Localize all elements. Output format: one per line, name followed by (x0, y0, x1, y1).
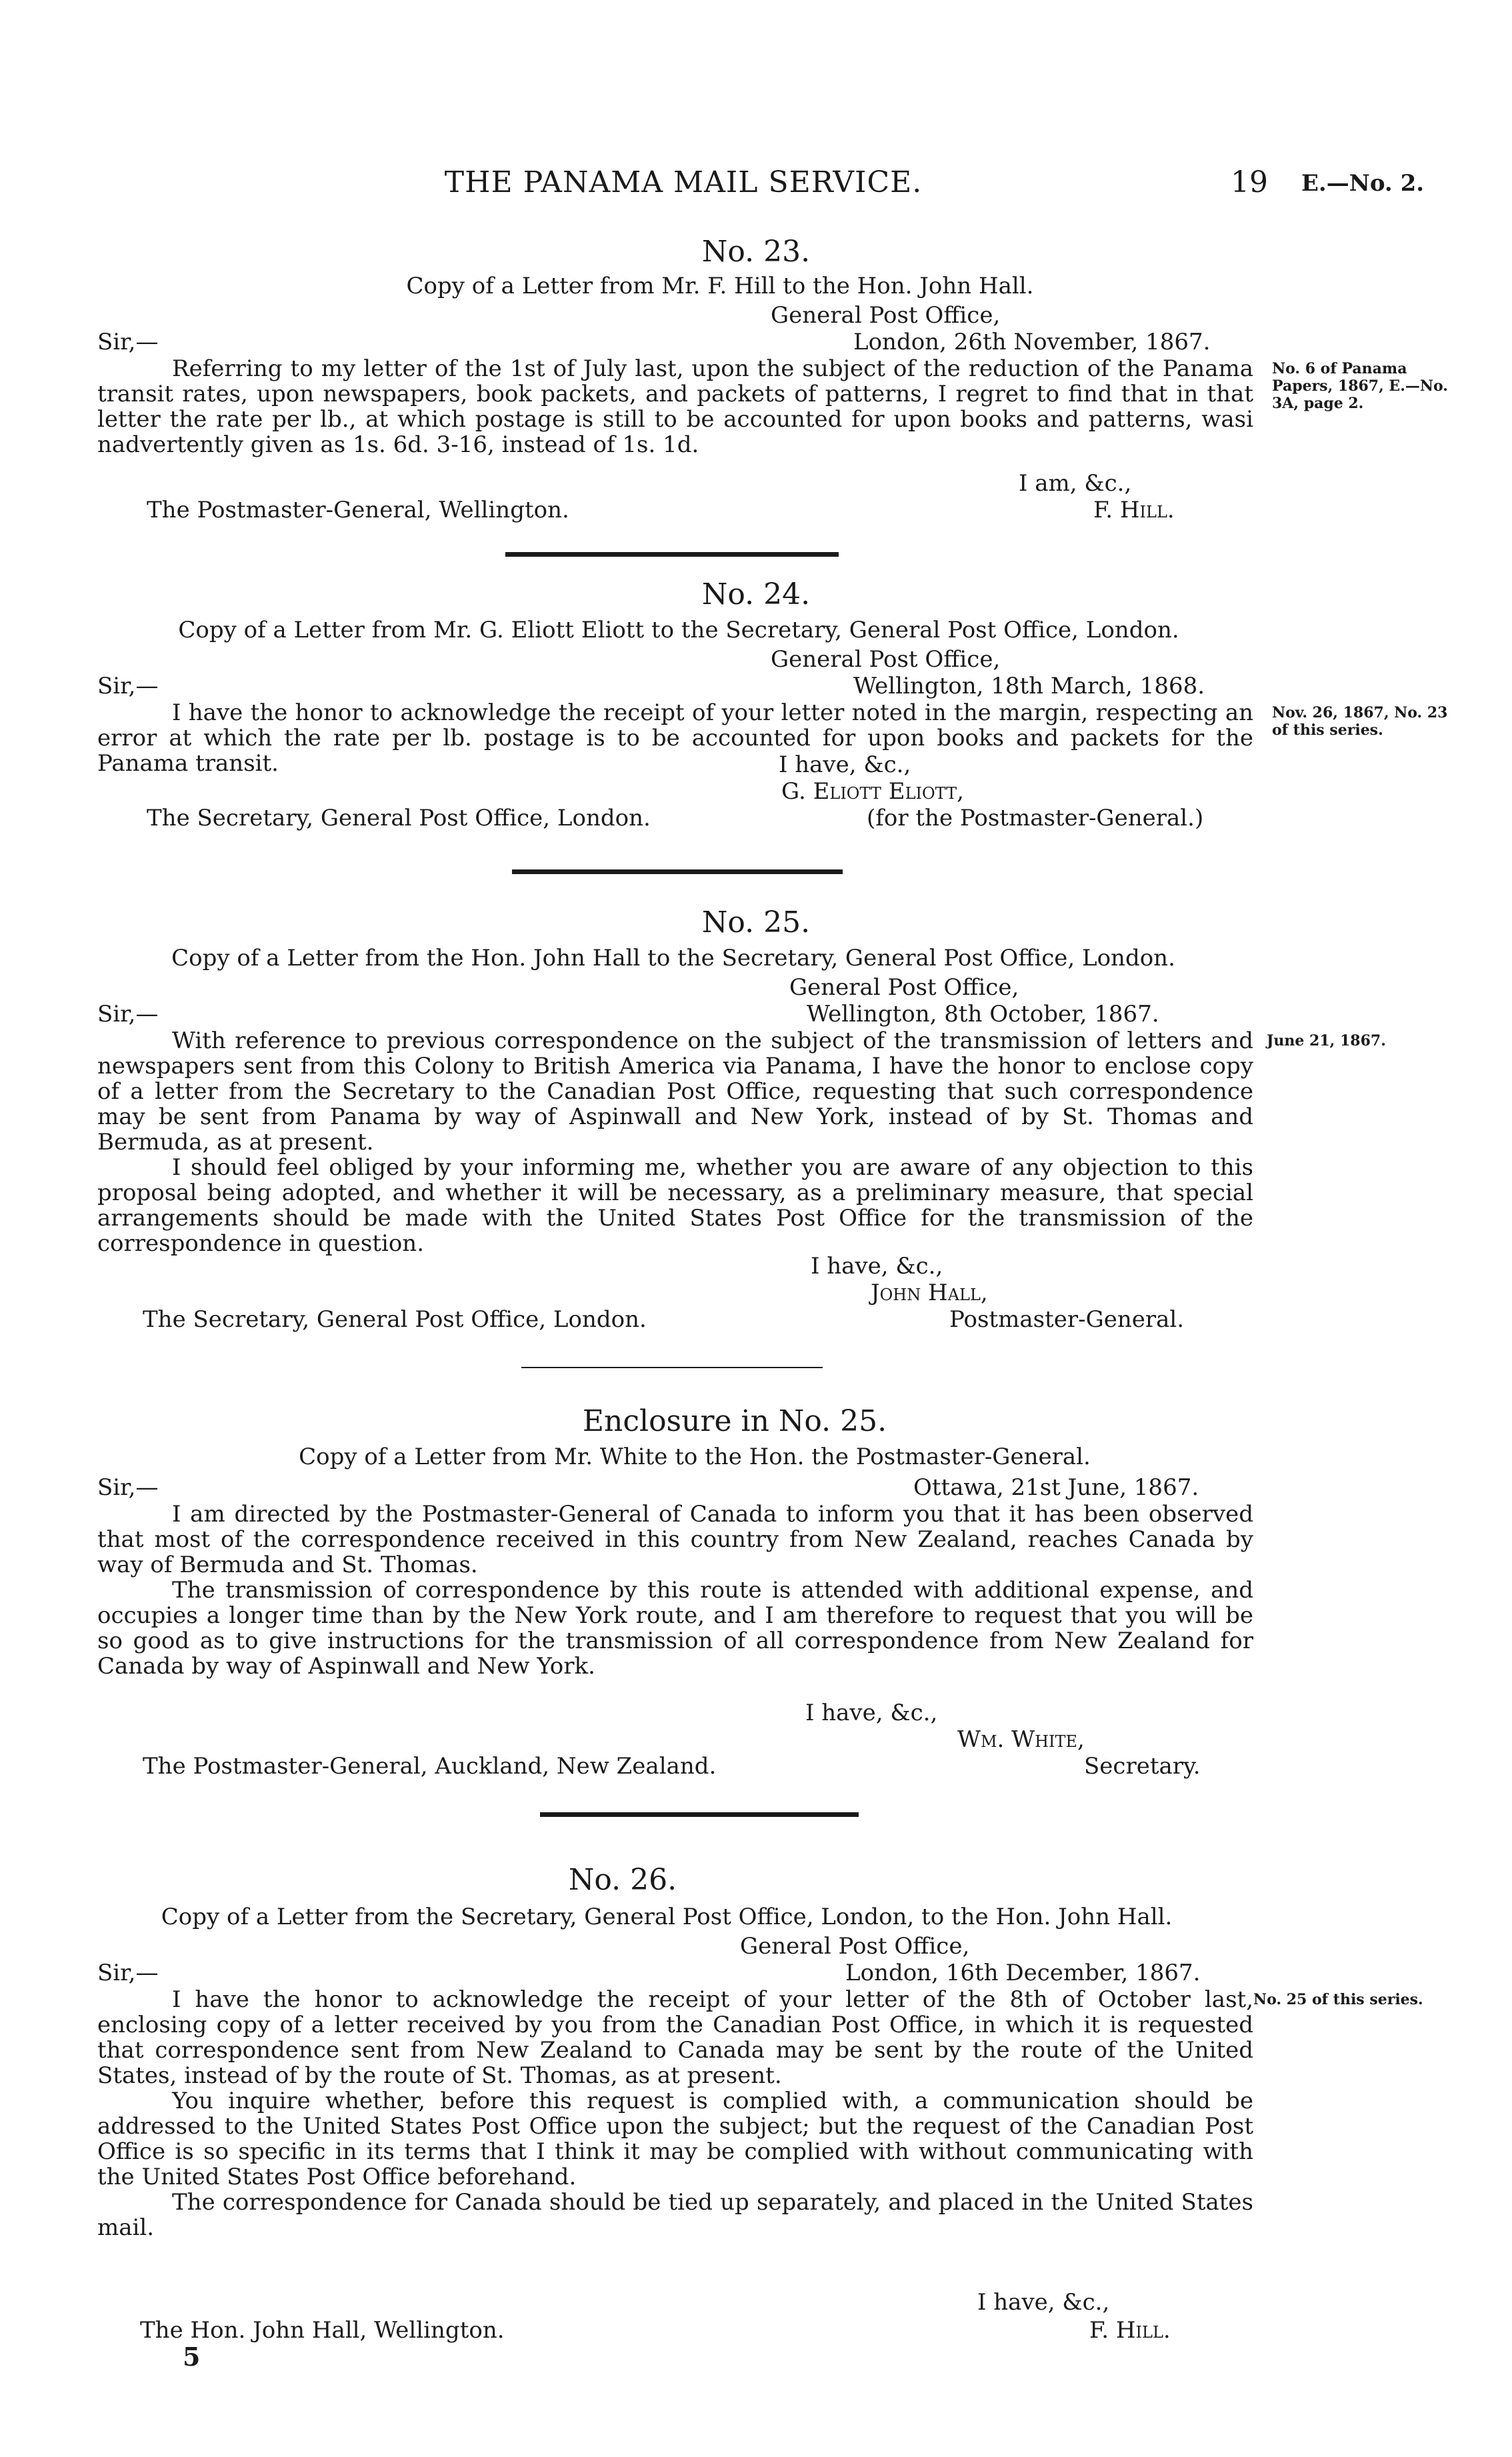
signature-title: Secretary. (1084, 1753, 1201, 1780)
margin-note: No. 25 of this series. (1253, 1991, 1423, 2008)
letter-subtitle: Copy of a Letter from Mr. F. Hill to the Hon. John Hall. (406, 273, 1034, 299)
salutation: Sir,— (97, 673, 159, 699)
letter-address: General Post Office, (771, 646, 1001, 673)
letter-body (97, 1502, 1253, 1679)
running-title: THE PANAMA MAIL SERVICE. (444, 165, 923, 199)
letter-recipient: The Secretary, General Post Office, London. (143, 1306, 647, 1333)
section-divider (540, 1812, 859, 1817)
letter-closing: I have, &c., (811, 1253, 943, 1280)
letter-date: Wellington, 18th March, 1868. (853, 673, 1205, 699)
paragraph: You inquire whether, before this request is complied with, a communication should be addressed to the United States Post Office upon the subject; but the request of the Canadian Post Office is so specific in its terms that I think it may be complied with without communicating with the United States Post Office beforehand. (97, 2088, 1253, 2190)
letter-signature: John Hall, (871, 1280, 988, 1306)
letter-body (97, 1028, 1253, 1256)
margin-note: No. 6 of Panama Papers, 1867, E.—No. 3A, page 2. (1272, 360, 1448, 412)
letter-signature: F. Hill. (1093, 497, 1175, 523)
letter-heading: Enclosure in No. 25. (582, 1404, 887, 1438)
letter-address: General Post Office, (771, 302, 1001, 329)
paragraph: Referring to my letter of the 1st of July last, upon the subject of the reduction of the Panama transit rates, upon newspapers, book packets, and packets of patterns, I regret to find that in that letter the rate per lb., at which postage is still to be accounted for upon books and patterns, wasi nadvertently given as 1s. 6d. 3-16, instead of 1s. 1d. (97, 355, 1253, 458)
letter-date: London, 26th November, 1867. (853, 329, 1211, 355)
letter-recipient: The Postmaster-General, Auckland, New Zealand. (143, 1753, 717, 1780)
paragraph: I should feel obliged by your informing me, whether you are aware of any objection to this proposal being adopted, and whether it will be necessary, as a preliminary measure, that special arrangements should be made with the United States Post Office for the transmission of the correspondence in question. (97, 1154, 1253, 1257)
letter-recipient: The Secretary, General Post Office, London. (147, 805, 651, 831)
letter-closing: I have, &c., (805, 1700, 938, 1726)
paragraph: I am directed by the Postmaster-General of Canada to inform you that it has been observed that most of the correspondence received in this country from New Zealand, reaches Canada by way of Bermuda and St. Thomas. (97, 1501, 1253, 1578)
section-divider (512, 869, 843, 874)
salutation: Sir,— (97, 1960, 159, 1986)
letter-signature: Wm. White, (957, 1726, 1085, 1753)
margin-note: June 21, 1867. (1267, 1032, 1386, 1049)
signature-title: Postmaster-General. (949, 1306, 1185, 1333)
letter-body (97, 1987, 1253, 2240)
letter-closing: I am, &c., (1019, 470, 1132, 497)
paragraph: With reference to previous correspondence on the subject of the transmission of letters and newspapers sent from this Colony to British America via Panama, I have the honor to enclose copy of a letter from the Secretary to the Canadian Post Office, requesting that such correspondence may be sent from Panama by way of Aspinwall and New York, instead of by St. Thomas and Bermuda, as at present. (97, 1027, 1253, 1155)
paragraph: I have the honor to acknowledge the receipt of your letter of the 8th of October last, enclosing copy of a letter received by you from the Canadian Post Office, in which it is requested that correspondence sent from New Zealand to Canada may be sent by the route of the United States, instead of by the route of St. Thomas, as at present. (97, 1986, 1253, 2089)
salutation: Sir,— (97, 1474, 159, 1501)
letter-body (97, 356, 1253, 457)
letter-closing: I have, &c., (977, 2289, 1110, 2316)
letter-address: General Post Office, (789, 974, 1019, 1001)
letter-address: General Post Office, (740, 1933, 970, 1960)
letter-subtitle: Copy of a Letter from Mr. G. Eliott Eliott to the Secretary, General Post Office, London. (178, 617, 1179, 643)
letter-closing: I have, &c., (779, 751, 911, 778)
paragraph: The transmission of correspondence by this route is attended with additional expense, and occupies a longer time than by the New York route, and I am therefore to request that you will be so good as to give instructions for the transmission of all correspondence from New Zealand for Canada by way of Aspinwall and New York. (97, 1577, 1253, 1680)
letter-body (97, 700, 1253, 776)
letter-signature: G. Eliott Eliott, (781, 778, 964, 805)
letter-recipient: The Postmaster-General, Wellington. (147, 497, 569, 523)
section-divider (521, 1367, 823, 1368)
letter-recipient: The Hon. John Hall, Wellington. (140, 2317, 505, 2344)
letter-date: London, 16th December, 1867. (845, 1960, 1201, 1986)
letter-heading: No. 25. (701, 905, 811, 939)
signature-title: (for the Postmaster-General.) (867, 805, 1204, 831)
letter-heading: No. 26. (568, 1863, 677, 1897)
letter-date: Wellington, 8th October, 1867. (807, 1001, 1159, 1027)
section-divider (505, 552, 839, 557)
letter-signature: F. Hill. (1089, 2317, 1171, 2344)
salutation: Sir,— (97, 329, 159, 355)
document-reference: E.—No. 2. (1301, 170, 1425, 197)
letter-subtitle: Copy of a Letter from Mr. White to the Hon. the Postmaster-General. (299, 1444, 1091, 1470)
paragraph: The correspondence for Canada should be tied up separately, and placed in the United States mail. (97, 2189, 1253, 2241)
letter-subtitle: Copy of a Letter from the Hon. John Hall to the Secretary, General Post Office, London. (171, 945, 1175, 971)
letter-date: Ottawa, 21st June, 1867. (913, 1474, 1199, 1501)
letter-heading: No. 24. (701, 577, 811, 611)
signature-mark: 5 (183, 2342, 201, 2372)
page-number: 19 (1231, 165, 1268, 199)
paragraph: I have the honor to acknowledge the receipt of your letter noted in the margin, respecting an error at which the rate per lb. postage is to be accounted for upon books and packets for the Panama transit. (97, 699, 1253, 777)
letter-heading: No. 23. (701, 235, 811, 269)
margin-note: Nov. 26, 1867, No. 23 of this series. (1272, 704, 1448, 739)
salutation: Sir,— (97, 1001, 159, 1027)
letter-subtitle: Copy of a Letter from the Secretary, General Post Office, London, to the Hon. John Hall. (161, 1904, 1173, 1930)
